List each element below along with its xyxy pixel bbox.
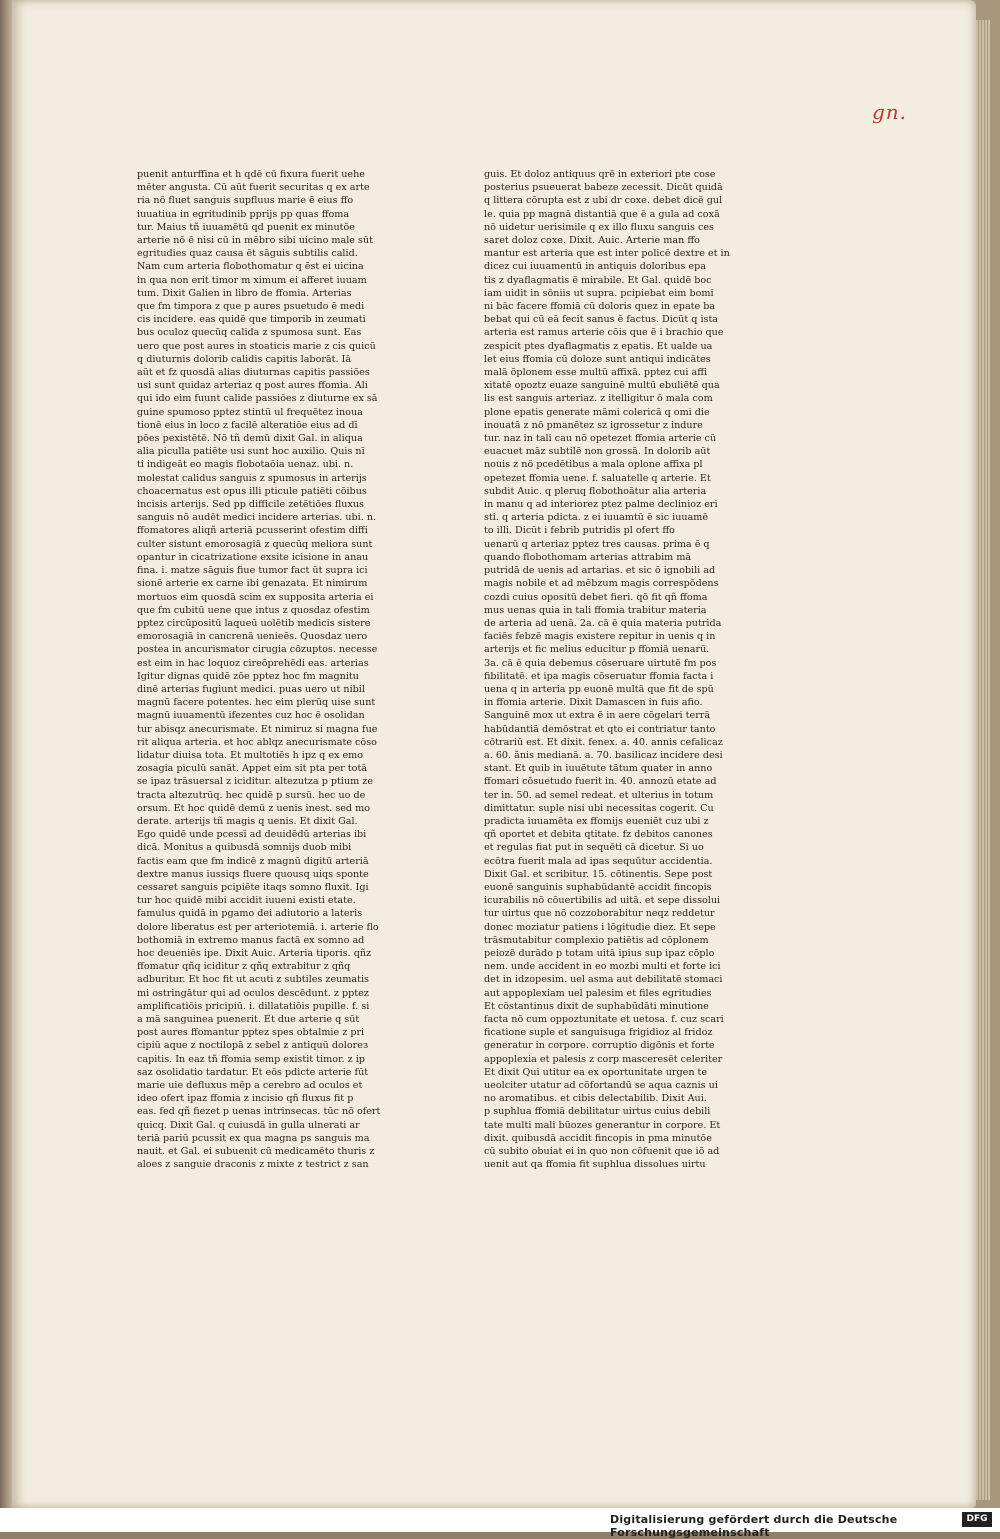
dfg-logo: DFG — [962, 1512, 992, 1527]
text-line: cōtrariū est. Et dixit. fenex. a. 40. annis cefalicaz — [484, 736, 723, 748]
text-line: eas. fed qñ fiezet p uenas intrinsecas. tūc nō ofert — [137, 1106, 381, 1118]
text-line: Et dixit Qui utitur ea ex oportunitate urgen te — [484, 1066, 708, 1078]
text-line: sti. q arteria pdicta. z ei iuuamtū ē sic iuuamē — [484, 512, 709, 524]
folio-number: gn. — [872, 100, 908, 124]
text-line: aloes z sanguie draconis z mixte z testrict z san — [137, 1159, 369, 1171]
text-line: tur. naz in tali cau nō opetezet ffomia arterie cū — [484, 433, 717, 445]
text-line: choacernatus est opus illi pticule patiēti cōibus — [137, 485, 367, 497]
text-line: de arteria ad uenā. 2a. cā ē quia materia putrida — [484, 617, 722, 629]
text-line: nauit. et Gal. ei subuenit cū medicamēto thuris z — [137, 1146, 375, 1158]
text-line: cessaret sanguis pcipiēte itaqs somno fluxit. Igi — [137, 881, 369, 893]
text-line: derate. arterijs tñ magis q uenis. Et dixit Gal. — [137, 815, 358, 827]
text-line: uena q in arteria pp euonē multā que fit de spū — [484, 683, 714, 695]
text-line: factis eam que fm indicē z magnū digitū arteriā — [137, 855, 369, 867]
text-line: in ffomia arterie. Dixit Damascen in fuis afio. — [484, 697, 703, 709]
text-line: putridā de uenis ad artarias. et sic ō ignobili ad — [484, 565, 716, 577]
text-line: nō uidetur uerisimile q ex illo fluxu sanguis ces — [484, 221, 714, 233]
text-line: bus oculoz quecūq calida z spumosa sunt. Eas — [137, 327, 362, 339]
text-line: dolore liberatus est per arteriotemiā. i. arterie flo — [137, 921, 379, 933]
text-line: ecōtra fuerit mala ad ipas sequūtur accidentia. — [484, 855, 713, 867]
text-line: ti indigeāt eo magis flobotaōia uenaz. ubi. n. — [137, 459, 354, 471]
text-line: tur abisqz anecurismate. Et nimiruz si magna fue — [137, 723, 378, 735]
left-text-column — [137, 168, 399, 1171]
text-line: qñ oportet et debita qtitate. fz debitos canones — [484, 829, 713, 841]
text-line: posterius psueuerat babeze zecessit. Dicūt quidā — [484, 182, 723, 194]
text-line: magnū iuuamentū ifezentes cuz hoc ē osolidan — [137, 710, 365, 722]
text-line: iuuatiua in egritudinib pprijs pp quas ffoma — [137, 208, 350, 220]
text-line: xitatē opoztz euaze sanguinē multū ebuliētē qua — [484, 380, 720, 392]
text-line: nouis z nō pcedētibus a mala oplone affixa pl — [484, 459, 703, 471]
text-line: opantur in cicatrizatione exsite icisione in anau — [137, 551, 369, 563]
text-line: cū subito obuiat ei in quo non cōfuenit que iō ad — [484, 1146, 720, 1158]
page-stack-edge — [976, 20, 990, 1500]
text-line: lis est sanguis arteriaz. z itelligitur ō mala com — [484, 393, 713, 405]
text-line: to illi. Dicūt i febrib putridis pl ofert ffo — [484, 525, 675, 537]
text-line: uero que post aures in stoaticis marie z cis quicū — [137, 340, 376, 352]
text-line: p suphlua ffomiā debilitatur uirtus cuius debili — [484, 1106, 711, 1118]
binding-gutter — [0, 0, 12, 1508]
text-line: Nam cum arteria flobothomatur q ēst ei uicina — [137, 261, 364, 273]
text-line: det in idzopesim. uel asma aut debilitatē stomaci — [484, 974, 723, 986]
text-line: ffomatores aliqñ arteriā pcusserint ofestim diffi — [137, 525, 368, 537]
text-line: arterie nō ē nisi cū in mēbro sibi uicino male sūt — [137, 235, 373, 247]
text-line: alia piculla patiēte usi sunt hoc auxilio. Quis nī — [137, 446, 365, 458]
text-line: marie uie defluxus mēp a cerebro ad oculos et — [137, 1080, 363, 1092]
text-line: guine spumoso pptez stintū ul frequētez inoua — [137, 406, 363, 418]
text-line: que fm cubitū uene que intus z quosdaz ofestim — [137, 604, 370, 616]
text-line: ni bāc facere ffomiā cū doloris quez in epate ba — [484, 301, 716, 313]
text-line: le. quia pp magnā distantiā que ē a gula ad coxā — [484, 208, 720, 220]
text-line: q diuturnis dolorib calidis capitis laborāt. Iā — [137, 353, 352, 365]
text-line: teriā pariū pcussit ex qua magna ps sanguis ma — [137, 1132, 370, 1144]
text-line: dicā. Monitus a quibusdā somnijs duob mibi — [137, 842, 352, 854]
text-line: generatur in corpore. corruptio digōnis et forte — [484, 1040, 715, 1052]
text-line: pradicta iuuamēta ex ffomijs eueniēt cuz ubi z — [484, 815, 709, 827]
text-line: guis. Et doloz antiquus qrē in exteriori pte cose — [484, 169, 716, 180]
text-line: que fm timpora z que p aures psuetudo ē medi — [137, 301, 365, 313]
text-line: aut appoplexiam uel palesim et files egritudies — [484, 987, 712, 999]
text-line: appoplexia et palesis z corp masceresēt celeriter — [484, 1053, 723, 1065]
text-line: tis z dyaflagmatis ē mirabile. Et Gal. quidē boc — [484, 274, 712, 286]
text-line: euonē sanguinis suphabūdantē accidit fincopis — [484, 881, 712, 893]
text-line: postea in ancurismator cirugia cōzuptos. necesse — [137, 644, 378, 656]
text-line: puenit anturffina et h qdē cū fixura fuerit uehe — [137, 169, 365, 180]
text-line: nem. unde accident in eo mozbi multi et forte ici — [484, 961, 721, 973]
text-line: let eius ffomia cū doloze sunt antiqui indicātes — [484, 353, 711, 365]
text-line: plone epatis generate māmi colericā q omi die — [484, 406, 710, 418]
text-line: ria nō fluet sanguis supfluus marie ē eius ffo — [137, 195, 354, 207]
text-line: subdit Auic. q pleruq flobothoātur alia arteria — [484, 485, 707, 497]
text-line: mantur est arteria que est inter policē dextre et in — [484, 248, 730, 260]
text-line: tracta altezutrūq. hec quidē p sursū. hec uo de — [137, 789, 366, 801]
text-line: pptez circūpositū laqueū uolētib medicis sistere — [137, 617, 371, 629]
text-line: famulus quidā in pgamo dei adiutorio a lateris — [137, 908, 363, 920]
text-line: qui ido eim fuunt calide passiōes z diuturne ex sā — [137, 393, 378, 405]
text-line: iam uidit in sōniis ut supra. pcipiebat eim bomi — [484, 287, 714, 299]
text-line: in manu q ad interiorez ptez palme declinioz eri — [484, 499, 718, 511]
text-line: habūdantiā demōstrat et qto ei contriatur tanto — [484, 723, 716, 735]
text-line: tum. Dixit Galien in libro de ffomia. Arterias — [137, 287, 352, 299]
text-line: ter in. 50. ad semel redeat. et ulterius in totum — [484, 789, 714, 801]
text-line: fibilitatē. et ipa magis cōseruatur ffomia facta i — [484, 670, 714, 682]
right-text-column — [484, 168, 766, 1171]
text-line: usi sunt quidaz arteriaz q post aures ffomia. Ali — [137, 380, 368, 392]
text-line: magnū facere potentes. hec eim plerūq uise sunt — [137, 697, 376, 709]
text-line: ueolciter utatur ad cōfortandū se aqua caznis ui — [484, 1080, 718, 1092]
text-line: tate multi mali būozes generantur in corpore. Et — [484, 1119, 721, 1131]
text-line: peiozē durādo p totam uitā ipius sup ipaz cōplo — [484, 947, 715, 959]
text-line: emorosagiā in cancrenā uenieēs. Quosdaz uero — [137, 631, 368, 643]
text-line: inouatā z nō pmanētez sz igrossetur z indure — [484, 419, 703, 431]
text-line: dixit. quibusdā accidit fincopis in pma minutōe — [484, 1132, 712, 1144]
text-line: mi ostringātur qui ad oculos descēdunt. z pptez — [137, 987, 369, 999]
text-line: Igitur dignas quidē zōe pptez hoc fm magnitu — [137, 670, 359, 682]
text-line: icurabilis nō cōuertibilis ad uitā. et sepe dissolui — [484, 895, 721, 907]
text-line: dextre manus iussiqs fluere quousq uiqs sponte — [137, 868, 369, 880]
text-line: facta nō cum oppoztunitate et uetosa. f. cuz scari — [484, 1014, 724, 1025]
text-line: lidatur diuisa tota. Et multotiēs h ipz q ex emo — [137, 749, 364, 761]
text-line: arterijs et fic melius educitur p ffomiā uenarū. — [484, 644, 710, 656]
text-line: pōes pexistētē. Nō tñ demū dixit Gal. in aliqua — [137, 433, 363, 445]
text-line: in qua non erit timor m ximum ei afferet iuuam — [137, 274, 367, 286]
text-line: adburitur. Et hoc fit ut acuti z subtiles zeumatis — [137, 974, 369, 986]
text-line: Ego quidē unde pcessī ad deuidēdū arterias ibi — [137, 829, 367, 841]
text-line: incisis arterijs. Sed pp difficile zetētiōes fluxus — [137, 499, 364, 511]
text-line: a. 60. ānis medianā. a. 70. basilicaz incidere desi — [484, 749, 723, 761]
text-line: donec moziatur patiens i lōgitudie diez. Et sepe — [484, 921, 716, 933]
text-line: ffomari cōsuetudo fuerit in. 40. annozū etate ad — [484, 776, 717, 788]
text-line: opetezet ffomia uene. f. saluatelle q arterie. Et — [484, 472, 711, 484]
footer-bar — [0, 1508, 1000, 1539]
text-line: tur hoc quidē mibi accidit iuueni existi etate. — [137, 895, 356, 907]
text-line: capitis. In eaz tñ ffomia semp existit timor. z ip — [137, 1053, 365, 1065]
text-line: fina. i. matze sāguis fiue tumor fact ūt supra ici — [137, 565, 368, 577]
text-line: egritudies quaz causa ēt sāguis subtilis calid. — [137, 248, 358, 260]
text-line: a mā sanguinea puenerit. Et due arterie q sūt — [137, 1014, 360, 1025]
text-line: 3a. cā ē quia debemus cōseruare uirtutē fm pos — [484, 657, 717, 669]
text-line: dimittatur. suple nisi ubi necessitas cogerit. Cu — [484, 802, 714, 814]
text-line: stant. Et quib in iuuētute tātum quater in anno — [484, 763, 713, 775]
text-line: culter sistunt emorosagiā z quecūq meliora sunt — [137, 538, 373, 550]
text-line: tur. Maius tñ iuuamētū qd puenit ex minutōe — [137, 221, 355, 233]
text-line: cis incidere. eas quidē que timporib in zeumati — [137, 314, 366, 326]
text-line: arteria est ramus arterie cōis que ē i brachio que — [484, 327, 724, 339]
text-line: faciēs febzē magis existere repitur in uenis q in — [484, 631, 716, 643]
text-line: saret doloz coxe. Dixit. Auic. Arterie man ffo — [484, 235, 700, 247]
text-line: sanguis nō audēt medici incidere arterias. ubi. n. — [137, 512, 377, 524]
text-line: est eim in hac loquoz cireōprehēdi eas. arterias — [137, 657, 369, 669]
text-line: hoc deueniēs ipe. Dixit Auic. Arteria tiporis. qñz — [137, 947, 372, 959]
text-line: euacuet māz subtilē non grossā. In dolorib aūt — [484, 446, 711, 458]
text-line: tur uirtus que nō cozzoborabitur neqz reddetur — [484, 908, 715, 920]
text-line: uenit aut qa ffomia fit suphlua dissolues uirtu — [484, 1159, 706, 1171]
text-line: amplificatiōis pricipiū. i. dillatatiōis pupille. f. si — [137, 1000, 370, 1012]
text-line: Sanguinē mox ut extra ē in aere cōgelari terrā — [484, 710, 711, 722]
text-line: molestat calidus sanguis z spumosus in arterijs — [137, 472, 367, 484]
text-line: dicez cui iuuamentū in antiquis doloribus epa — [484, 261, 706, 273]
text-line: cozdi cuius opositū debet fieri. qō fit qñ ffoma — [484, 591, 708, 603]
text-line: post aures ffomantur pptez spes obtalmie z pri — [137, 1027, 365, 1039]
text-line: bothomiā in extremo manus factā ex somno ad — [137, 934, 365, 946]
text-line: quando flobothomam arterias attrabim mā — [484, 551, 692, 563]
text-line: ficatione suple et sanguisuga frigidioz al fridoz — [484, 1027, 713, 1039]
text-line: ideo ofert ipaz ffomia z incisio qñ fluxus fit p — [137, 1093, 354, 1105]
text-line: no aromatibus. et cibis delectabilib. Dixit Aui. — [484, 1093, 707, 1105]
text-line: bebat qui cū eā fecit sanus ē factus. Dicūt q ista — [484, 314, 719, 326]
text-line: orsum. Et hoc quidē demū z uenis inest. sed mo — [137, 802, 370, 814]
text-line: Dixit Gal. et scribitur. 15. cōtinentis. Sepe post — [484, 868, 713, 880]
text-line: et regulas fiat put in sequēti cā dicetur. Si uo — [484, 842, 704, 854]
text-line: zosagia piculū sanāt. Appet eim sit pta per totā — [137, 763, 368, 775]
text-line: mortuos eim quosdā scim ex supposita arteria ei — [137, 591, 374, 603]
text-line: mus uenas quia in tali ffomia trabitur materia — [484, 604, 707, 616]
text-line: mēter angusta. Cū aūt fuerit securitas q ex arte — [137, 182, 370, 194]
text-line: rit aliqua arteria. et hoc ablqz anecurismate cōso — [137, 736, 377, 748]
text-line: se ipaz trāsuersal z iciditur. altezutza p ptium ze — [137, 776, 374, 788]
text-line: dinē arterias fugiunt medici. puas uero ut nibil — [137, 683, 365, 695]
text-line: q littera cōrupta est z ubi dr coxe. debet dicē gul — [484, 195, 723, 207]
text-line: cipiū aque z noctilopā z sebel z antiquū doloreз — [137, 1040, 369, 1052]
footer-credit: Digitalisierung gefördert durch die Deutsche Forschungsgemeinschaft — [610, 1513, 898, 1539]
text-line: trāsmutabitur complexio patiētis ad cōplonem — [484, 934, 709, 946]
text-line: quicq. Dixit Gal. q cuiusdā in gulla ulnerati ar — [137, 1119, 360, 1131]
text-line: zespicit ptes dyaflagmatis z epatis. Et ualde ua — [484, 340, 713, 352]
text-line: Et cōstantinus dixit de suphabūdāti minutione — [484, 1000, 709, 1012]
text-line: sionē arterie ex carne ibi genazata. Et nimirum — [137, 578, 368, 590]
text-line: malā ōplonem esse multū affixā. pptez cui affi — [484, 367, 708, 379]
text-line: uenarū q arteriaz pptez tres causas. prima ē q — [484, 538, 710, 550]
text-line: tionē eius in loco z facilē alteratiōe eius ad dī — [137, 419, 358, 431]
text-line: saz osolidatio tardatur. Et eōs pdicte arterie fūt — [137, 1066, 369, 1078]
text-line: ffomatur qñq iciditur z qñq extrabitur z qñq — [137, 961, 351, 973]
text-line: magis nobile et ad mēbzum magis correspōdens — [484, 578, 719, 590]
text-line: aūt et fz quosdā alias diuturnas capitis passiōes — [137, 367, 370, 379]
